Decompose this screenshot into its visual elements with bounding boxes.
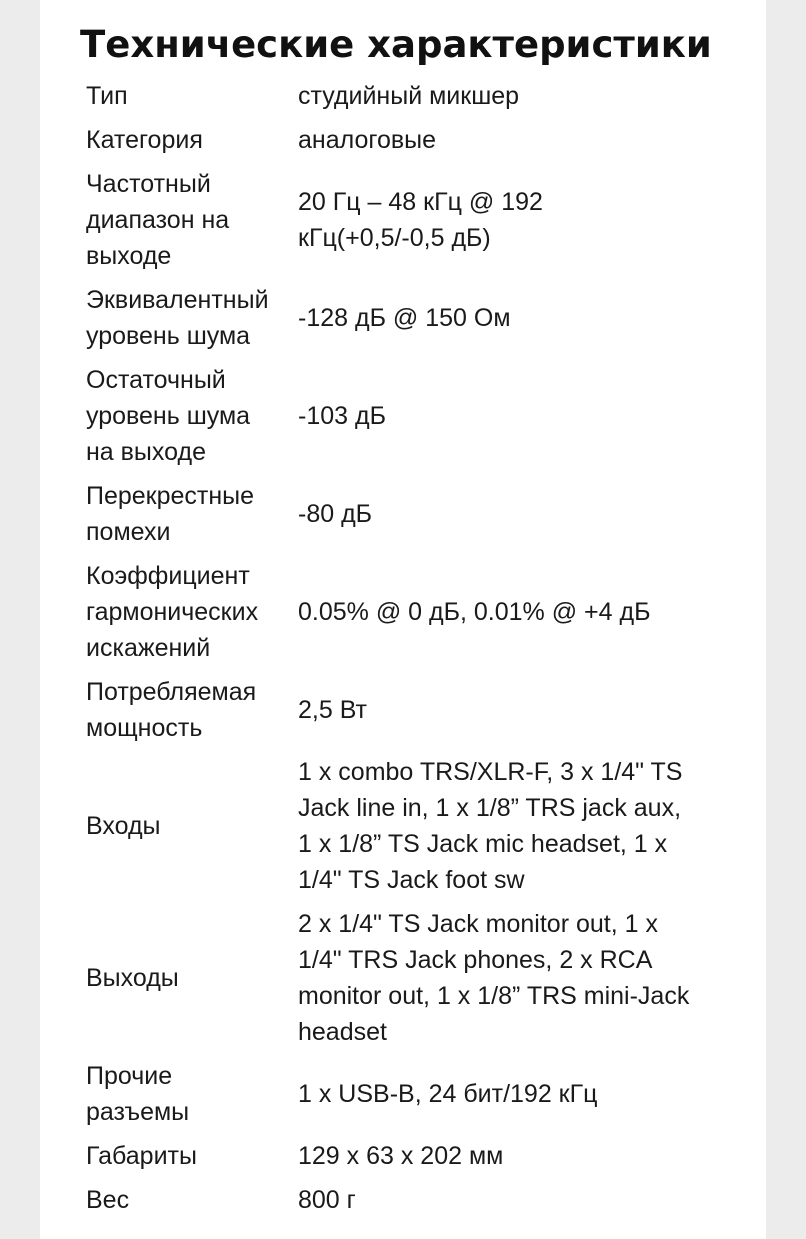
spec-label: Коэффициент гармонических искажений xyxy=(86,562,259,662)
spec-table xyxy=(86,74,746,1222)
spec-value: -80 дБ xyxy=(298,500,373,528)
spec-row-inputs xyxy=(86,750,746,902)
spec-value: -103 дБ xyxy=(298,402,386,430)
spec-label: Входы xyxy=(86,812,161,840)
spec-row-thd xyxy=(86,554,746,670)
spec-row-frequency-range xyxy=(86,162,746,278)
spec-value: 2,5 Вт xyxy=(298,696,367,724)
spec-row-other-connectors xyxy=(86,1054,746,1134)
spec-label: Остаточный уровень шума на выходе xyxy=(86,366,251,466)
spec-value: 0.05% @ 0 дБ, 0.01% @ +4 дБ xyxy=(298,598,651,626)
spec-row-outputs xyxy=(86,902,746,1054)
spec-row-weight xyxy=(86,1178,746,1222)
spec-row-residual-noise xyxy=(86,358,746,474)
spec-label: Выходы xyxy=(86,964,179,992)
spec-value: 800 г xyxy=(298,1186,356,1214)
page-title: Технические характеристики xyxy=(80,23,712,66)
spec-label: Частотный диапазон на выходе xyxy=(86,170,230,270)
spec-value: 1 x USB-B, 24 бит/192 кГц xyxy=(298,1080,598,1108)
spec-value: 129 x 63 x 202 мм xyxy=(298,1142,504,1170)
spec-label: Прочие разъемы xyxy=(86,1062,190,1126)
spec-value: 20 Гц – 48 кГц @ 192 кГц(+0,5/-0,5 дБ) xyxy=(298,188,543,252)
spec-label: Категория xyxy=(86,126,203,154)
spec-value: 2 x 1/4" TS Jack monitor out, 1 x 1/4" TRS Jack phones, 2 x RCA monitor out, 1 x 1/8” TRS mini-Jack headset xyxy=(298,910,690,1046)
spec-value: 1 x combo TRS/XLR-F, 3 x 1/4" TS Jack line in, 1 x 1/8” TRS jack aux, 1 x 1/8” TS Jack mic headset, 1 x 1/4" TS Jack foot sw xyxy=(298,758,683,894)
spec-row-dimensions xyxy=(86,1134,746,1178)
spec-row-type xyxy=(86,74,746,118)
spec-label: Эквивалентный уровень шума xyxy=(86,286,269,350)
spec-label: Потребляемая мощность xyxy=(86,678,257,742)
spec-label: Вес xyxy=(86,1186,130,1214)
spec-value: аналоговые xyxy=(298,126,437,154)
spec-row-equivalent-noise xyxy=(86,278,746,358)
spec-label: Габариты xyxy=(86,1142,197,1170)
spec-page xyxy=(40,0,766,1239)
spec-row-crosstalk xyxy=(86,474,746,554)
spec-row-power xyxy=(86,670,746,750)
spec-value: студийный микшер xyxy=(298,82,520,110)
spec-label: Тип xyxy=(86,82,128,110)
spec-row-category xyxy=(86,118,746,162)
spec-label: Перекрестные помехи xyxy=(86,482,255,546)
spec-value: -128 дБ @ 150 Ом xyxy=(298,304,511,332)
